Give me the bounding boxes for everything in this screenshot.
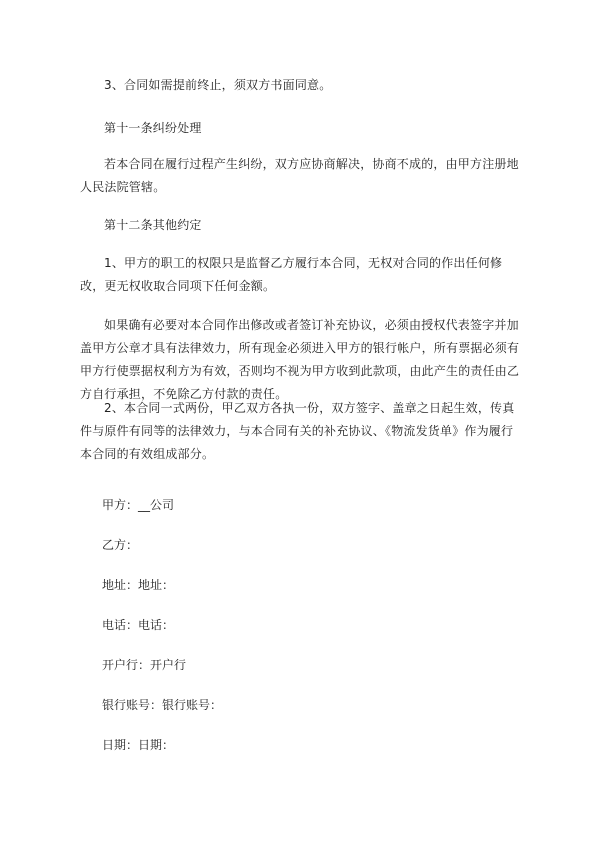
paragraph-amendments-payment: 如果确有必要对本合同作出修改或者签订补充协议，必须由授权代表签字并加盖甲方公章才具有法律效力，所有现金必须进入甲方的银行帐户，所有票据必须有甲方行使票据权利方为有效，否则均不视为甲方收到此款项，由此产生的责任由乙方自行承担，不免除乙方付款的责任。: [80, 318, 520, 401]
signature-party-a: 甲方：__公司: [102, 498, 175, 512]
article-11-body: 若本合同在履行过程产生纠纷，双方应协商解决，协商不成的，由甲方注册地人民法院管辖。: [80, 157, 519, 194]
signature-bank: 开户行：开户行: [102, 658, 187, 672]
signature-phone: 电话：电话：: [102, 618, 175, 632]
signature-address: 地址：地址：: [102, 578, 175, 592]
clause-2-copies-effect: 2、本合同一式两份，甲乙双方各执一份，双方签字、盖章之日起生效，传真件与原件有同等的法律效力，与本合同有关的补充协议、《物流发货单》作为履行本合同的有效组成部分。: [80, 401, 515, 461]
article-11-heading: 第十一条纠纷处理: [104, 121, 202, 135]
signature-account-number: 银行账号：银行账号：: [102, 698, 223, 712]
clause-1-employee-authority: 1、甲方的职工的权限只是监督乙方履行本合同，无权对合同的作出任何修改，更无权收取合同项下任何金额。: [80, 256, 503, 293]
signature-date: 日期：日期：: [102, 738, 175, 752]
clause-3-termination: 3、合同如需提前终止，须双方书面同意。: [104, 78, 332, 92]
article-12-heading: 第十二条其他约定: [104, 218, 202, 232]
signature-party-b: 乙方：: [102, 538, 139, 552]
